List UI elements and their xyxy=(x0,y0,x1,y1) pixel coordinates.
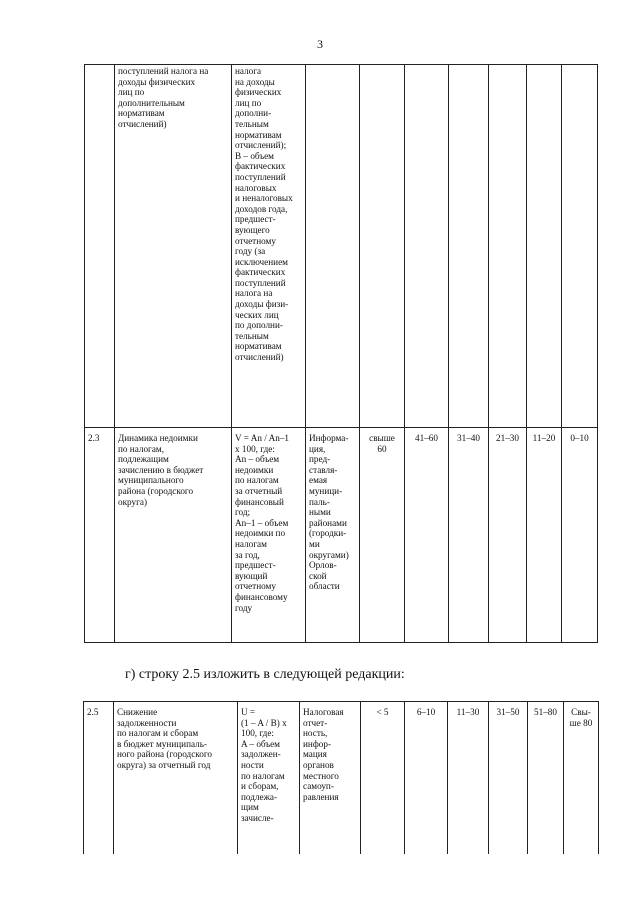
text-line: финансовому xyxy=(235,591,288,602)
text-line: B – объем xyxy=(235,150,274,161)
empty-cell xyxy=(306,65,360,428)
text-line: ми xyxy=(309,538,320,549)
grade-cell xyxy=(562,428,598,643)
text-line: дополнительным xyxy=(118,97,185,108)
cell-lines xyxy=(492,707,524,718)
indicator-name-cell xyxy=(115,65,232,428)
cell-lines xyxy=(408,433,445,444)
text-line: Орлов- xyxy=(309,560,337,571)
formula-cell xyxy=(238,702,300,854)
text-line: щим xyxy=(241,802,259,813)
row-number-cell: 2.5 xyxy=(84,702,114,854)
text-line: отчислений); xyxy=(235,140,287,151)
text-line: 41–60 xyxy=(415,433,438,443)
text-line: V = An / An–1 xyxy=(235,433,290,443)
text-line: 0–10 xyxy=(570,433,589,443)
text-line: паль- xyxy=(309,496,330,507)
text-line: поступлений xyxy=(235,171,286,182)
text-line: недоимки xyxy=(235,464,274,475)
text-line: An–1 – объем xyxy=(235,517,289,528)
text-line: доходов года, xyxy=(235,203,288,214)
text-line: ческих лиц xyxy=(235,309,279,320)
text-line: и сборам, xyxy=(241,781,279,792)
text-line: по дополни- xyxy=(235,320,283,331)
text-line: вующего xyxy=(235,224,270,235)
text-line: вующий xyxy=(235,570,268,581)
criteria-table-2 xyxy=(83,701,599,854)
cell-lines xyxy=(408,707,444,718)
text-line: исключением xyxy=(235,256,288,267)
text-line: подлежа- xyxy=(241,791,278,802)
grade-cell xyxy=(360,428,405,643)
grade-cell xyxy=(405,702,448,854)
text-line: Налоговая xyxy=(303,707,344,717)
formula-cell xyxy=(232,65,306,428)
cell-lines xyxy=(492,433,523,444)
text-line: пред- xyxy=(309,454,331,465)
source-cell xyxy=(306,428,360,643)
empty-cell xyxy=(405,65,449,428)
text-line: 11–30 xyxy=(456,707,480,717)
empty-cell xyxy=(562,65,598,428)
text-line: U = xyxy=(241,707,256,717)
text-line: ными xyxy=(309,507,331,518)
text-line: по налогам xyxy=(235,475,279,486)
grade-cell xyxy=(564,702,599,854)
text-line: ше 80 xyxy=(569,717,593,728)
text-line: нормативам xyxy=(118,108,165,119)
text-line: отчетному xyxy=(235,581,276,592)
text-line: отчет- xyxy=(303,717,328,728)
text-line: и неналоговых xyxy=(235,193,293,204)
text-line: финансовый xyxy=(235,496,284,507)
cell-lines xyxy=(117,707,234,771)
text-line: году xyxy=(235,602,253,613)
row-number-cell: 2.3 xyxy=(85,428,115,643)
empty-cell xyxy=(449,65,489,428)
text-line: ность, xyxy=(303,728,328,739)
text-line: 31–40 xyxy=(457,433,480,443)
text-line: налога на xyxy=(235,288,273,299)
page-number: 3 xyxy=(317,37,323,51)
cell-lines xyxy=(530,433,558,444)
grade-cell xyxy=(527,428,562,643)
text-line: An – объем xyxy=(235,454,280,465)
cell-lines xyxy=(118,433,228,507)
text-line: задолжен- xyxy=(241,749,281,760)
text-line: 31–50 xyxy=(496,707,520,717)
text-line: по налогам xyxy=(241,770,285,781)
cell-lines xyxy=(364,707,401,718)
text-line: за отчетный xyxy=(235,485,283,496)
text-line: зачислению в бюджет xyxy=(118,464,204,475)
text-line: фактических xyxy=(235,267,286,278)
source-cell xyxy=(300,702,361,854)
text-line: органов xyxy=(303,759,334,770)
cell-lines xyxy=(531,707,560,718)
text-line: доходы физических xyxy=(118,76,196,87)
grade-cell xyxy=(489,428,527,643)
text-line: A – объем xyxy=(241,738,280,749)
text-line: тельным xyxy=(235,330,269,341)
text-line: дополни- xyxy=(235,108,272,119)
text-line: 60 xyxy=(377,443,387,454)
cell-lines xyxy=(241,707,296,824)
cell-lines xyxy=(118,66,228,130)
cell-lines xyxy=(565,433,594,444)
text-line: налоговых xyxy=(235,182,277,193)
text-line: подлежащим xyxy=(118,454,169,465)
cell-lines xyxy=(235,433,302,613)
text-line: физических xyxy=(235,87,282,98)
text-line: 6–10 xyxy=(416,707,436,717)
text-line: свыше xyxy=(369,433,395,443)
text-line: мация xyxy=(303,749,327,760)
text-line: муниципального xyxy=(118,475,184,486)
indicator-name-cell xyxy=(115,428,232,643)
cell-lines xyxy=(451,707,485,718)
text-line: на доходы xyxy=(235,76,275,87)
text-line: поступлений налога на xyxy=(118,66,209,76)
text-line: по налогам и сборам xyxy=(117,728,199,739)
text-line: налога xyxy=(235,66,262,76)
text-line: отчислений) xyxy=(118,118,167,129)
grade-cell xyxy=(448,702,489,854)
cell-lines xyxy=(235,66,302,363)
text-line: год; xyxy=(235,507,251,518)
cell-lines xyxy=(309,433,356,592)
row-number-cell xyxy=(85,65,115,428)
criteria-table-1 xyxy=(84,64,598,643)
text-line: предшест- xyxy=(235,560,276,571)
text-line: ставля- xyxy=(309,464,338,475)
text-line: недоимки по xyxy=(235,528,286,539)
text-line: 11–20 xyxy=(532,433,556,443)
text-line: < 5 xyxy=(376,707,389,717)
text-line: тельным xyxy=(235,118,269,129)
text-line: (1 – A / B) x xyxy=(241,717,287,728)
text-line: Свы- xyxy=(571,707,591,717)
cell-lines xyxy=(303,707,357,802)
text-line: самоуп- xyxy=(303,781,334,792)
text-line: равления xyxy=(303,791,339,802)
cell-lines xyxy=(452,433,485,444)
text-line: округа) xyxy=(118,496,148,507)
text-line: нормативам xyxy=(235,129,282,140)
text-line: округами) xyxy=(309,549,349,560)
text-line: в бюджет муниципаль- xyxy=(117,738,207,749)
empty-cell xyxy=(360,65,405,428)
text-line: отчислений) xyxy=(235,352,284,363)
text-line: 51–80 xyxy=(534,707,557,717)
text-line: Снижение xyxy=(117,707,158,717)
text-line: нормативам xyxy=(235,341,282,352)
table-row xyxy=(85,428,598,643)
text-line: местного xyxy=(303,770,339,781)
text-line: зачисле- xyxy=(241,812,274,823)
text-line: (городки- xyxy=(309,528,347,539)
cell-lines xyxy=(567,707,595,728)
formula-cell xyxy=(232,428,306,643)
grade-cell xyxy=(489,702,528,854)
table-row xyxy=(85,65,598,428)
text-line: лиц по xyxy=(235,97,262,108)
text-line: ности xyxy=(241,759,264,770)
text-line: муници- xyxy=(309,485,343,496)
table-row xyxy=(84,702,599,854)
text-line: районами xyxy=(309,517,347,528)
empty-cell xyxy=(489,65,527,428)
text-line: района (городского xyxy=(118,485,194,496)
text-line: лиц по xyxy=(118,87,145,98)
text-line: 21–30 xyxy=(496,433,519,443)
grade-cell xyxy=(405,428,449,643)
amendment-heading: г) строку 2.5 изложить в следующей редакции: xyxy=(125,667,405,682)
text-line: Информа- xyxy=(309,433,349,443)
text-line: отчетному xyxy=(235,235,276,246)
text-line: емая xyxy=(309,475,328,486)
text-line: 100, где: xyxy=(241,728,274,739)
text-line: налогам xyxy=(235,538,267,549)
text-line: году (за xyxy=(235,246,266,257)
text-line: предшест- xyxy=(235,214,276,225)
cell-lines xyxy=(363,433,401,454)
text-line: инфор- xyxy=(303,738,332,749)
text-line: области xyxy=(309,581,340,592)
text-line: фактических xyxy=(235,161,286,172)
text-line: Динамика недоимки xyxy=(118,433,198,443)
text-line: по налогам, xyxy=(118,443,165,454)
text-line: ской xyxy=(309,570,327,581)
text-line: x 100, где: xyxy=(235,443,275,454)
text-line: ция, xyxy=(309,443,326,454)
grade-cell xyxy=(528,702,564,854)
text-line: доходы физи- xyxy=(235,299,289,310)
indicator-name-cell xyxy=(114,702,238,854)
text-line: за год, xyxy=(235,549,260,560)
grade-cell xyxy=(361,702,405,854)
text-line: поступлений xyxy=(235,277,286,288)
text-line: ного района (городского xyxy=(117,749,213,760)
text-line: округа) за отчетный год xyxy=(117,759,211,770)
text-line: задолженности xyxy=(117,717,177,728)
empty-cell xyxy=(527,65,562,428)
grade-cell xyxy=(449,428,489,643)
